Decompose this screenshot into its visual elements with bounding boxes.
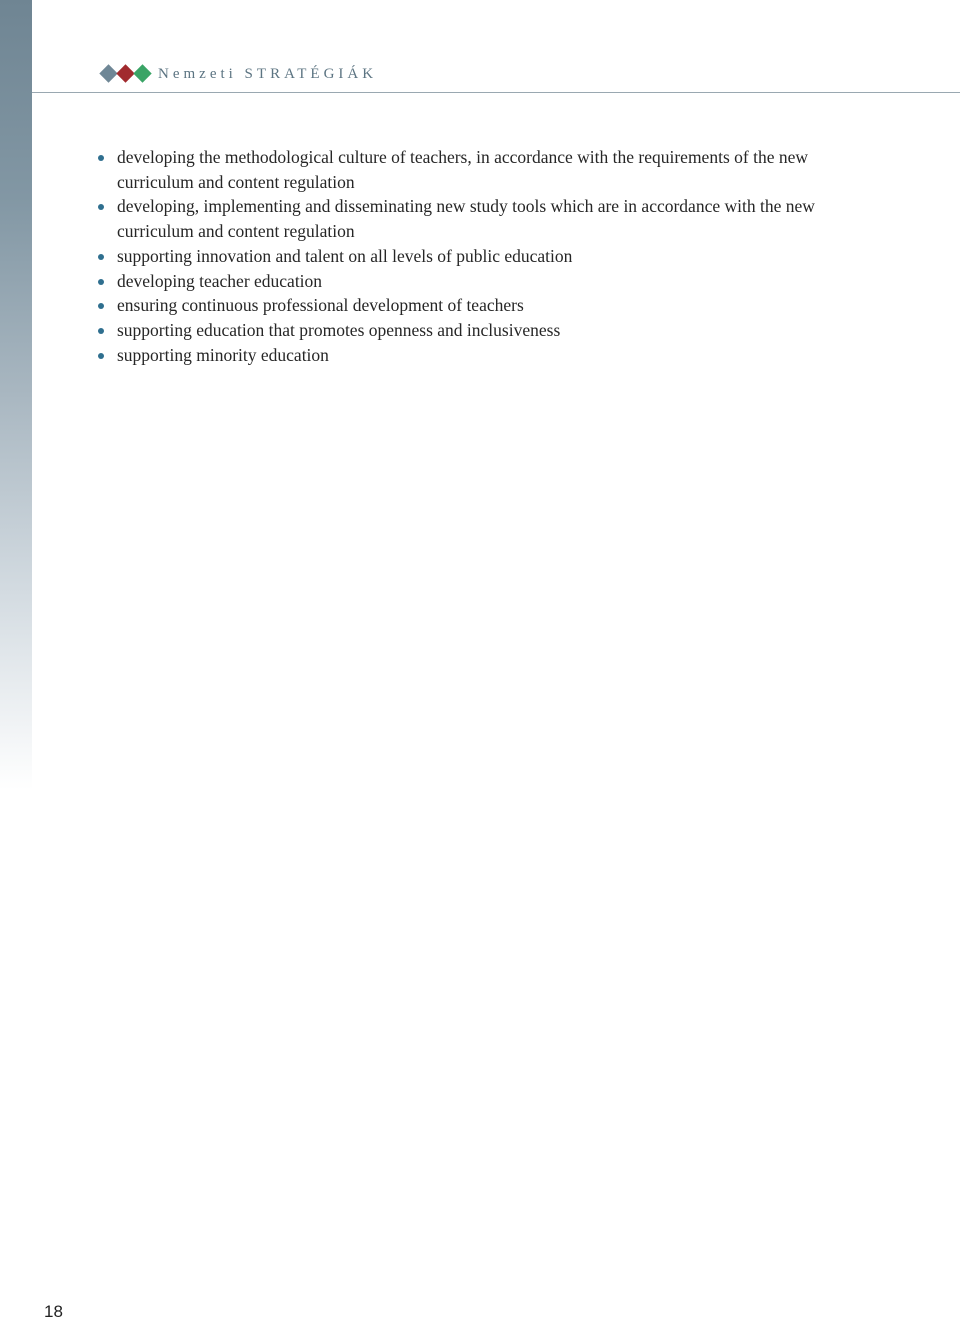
bullet-dot-icon (98, 353, 104, 359)
header-divider (32, 92, 960, 93)
list-item-text: supporting minority education (117, 344, 329, 365)
bullet-dot-icon (98, 303, 104, 309)
bullet-dot-icon (98, 204, 104, 210)
list-item (96, 244, 856, 269)
list-item (96, 318, 856, 343)
bullet-list (96, 145, 856, 367)
list-item (96, 145, 856, 194)
red-diamond-icon (116, 64, 134, 82)
bullet-dot-icon (98, 328, 104, 334)
list-item-text: developing teacher education (117, 270, 323, 291)
header-title: Nemzeti STRATÉGIÁK (158, 65, 378, 82)
list-item-text: developing, implementing and disseminating new study tools which are in accordance with the new curriculum and content regulation (117, 196, 815, 242)
bullet-dot-icon (98, 279, 104, 285)
green-diamond-icon (133, 64, 151, 82)
side-color-band (0, 0, 32, 790)
bullet-dot-icon (98, 254, 104, 260)
list-item (96, 293, 856, 318)
list-item (96, 194, 856, 243)
grey-diamond-icon (99, 64, 117, 82)
list-item (96, 343, 856, 368)
diamond-logo-icon (98, 62, 156, 86)
list-item-text: supporting innovation and talent on all levels of public education (117, 245, 573, 266)
list-item-text: developing the methodological culture of teachers, in accordance with the requirements of the new curriculum and content regulation (117, 147, 808, 192)
list-item-text: ensuring continuous professional development of teachers (117, 295, 524, 316)
bullet-dot-icon (98, 155, 104, 161)
page-number: 18 (44, 1302, 63, 1321)
list-item (96, 269, 856, 294)
list-item-text: supporting education that promotes openness and inclusiveness (117, 319, 561, 340)
running-header (98, 62, 377, 86)
